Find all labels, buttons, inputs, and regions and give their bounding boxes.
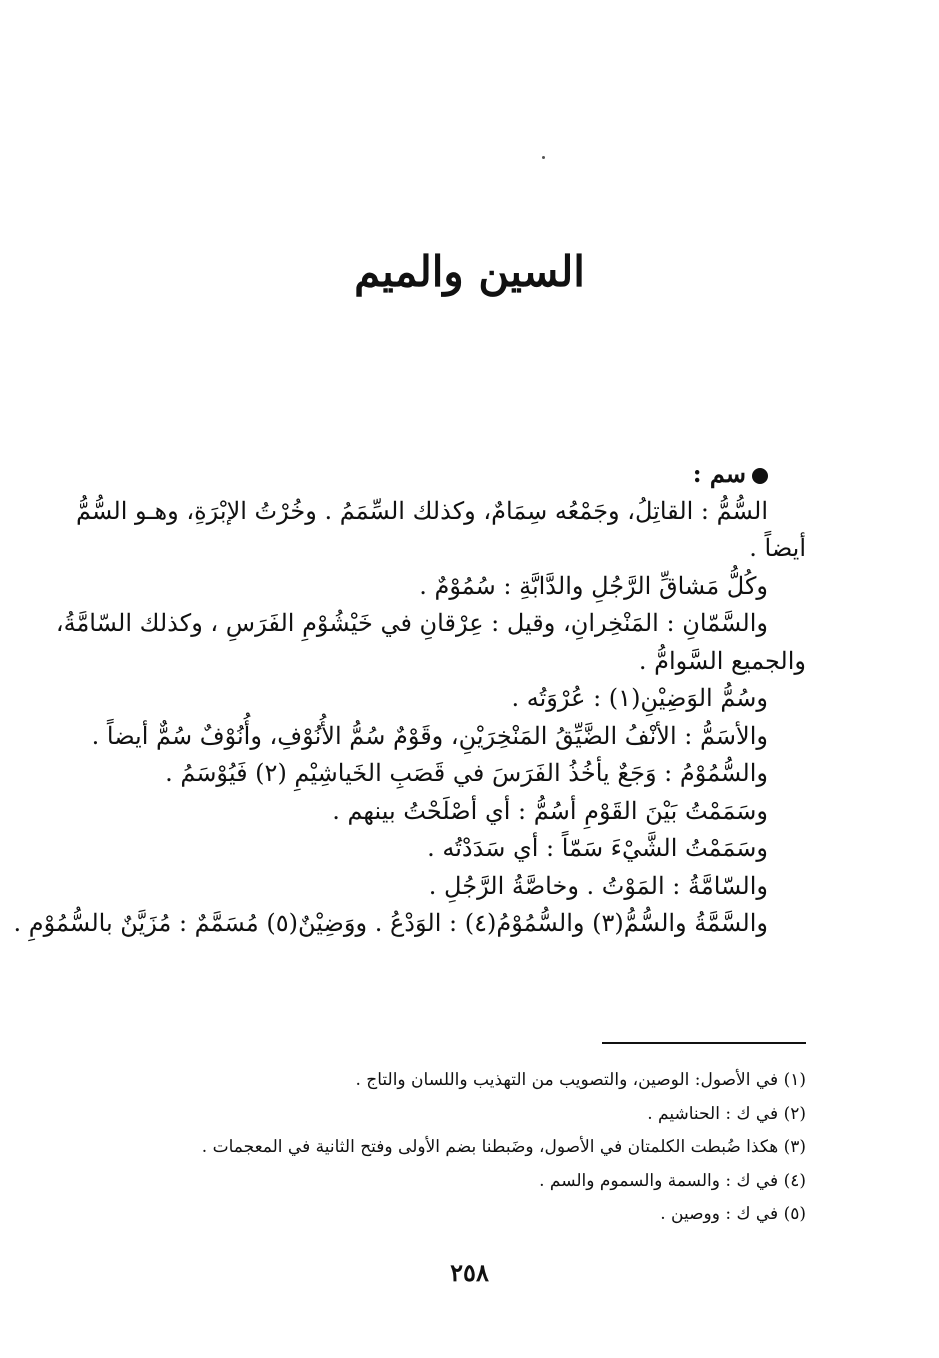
entry-line: والجميع السَّوامُّ . — [638, 646, 806, 675]
entry-line: والسّامَّةُ : المَوْتُ . وخاصَّةُ الرَّجُلِ . — [428, 871, 768, 900]
entry-line: وسَمَمْتُ بَيْنَ القَوْمِ أسُمُّ : أي أصْلَحْتُ بينهم . — [332, 796, 768, 825]
entry-heading-line — [86, 455, 806, 493]
print-speck — [542, 156, 545, 159]
bullet-icon — [752, 468, 768, 484]
entry-line: السُّمُّ : القاتِلُ، وجَمْعُه سِمَامٌ، وكذلك السِّمَمُ . وخُرْتُ الإبْرَةِ، وهـو السُّمُّ — [76, 496, 768, 525]
entry-line: أيضاً . — [749, 534, 806, 562]
footnote: (٢) في ك : الحناشيم . — [647, 1103, 806, 1124]
footnote: (٣) هكذا ضُبطت الكلمتان في الأصول، وضَبطنا بضم الأولى وفتح الثانية في المعجمات . — [201, 1137, 806, 1157]
entry-line: والأسَمُّ : الأنْفُ الضَّيِّقُ المَنْخِرَيْنِ، وقَوْمٌ سُمُّ الأُنُوْفِ، وأُنُوْفٌ سُمٌّ أيضاً . — [91, 721, 768, 750]
footnote: (٥) في ك : ووصين . — [660, 1204, 806, 1224]
footnotes — [120, 1064, 806, 1232]
entry-line: وكُلُّ مَشاقِّ الرَّجُلِ والدَّابَّةِ : سُمُوْمٌ . — [419, 571, 768, 600]
entry-line: والسُّمُوْمُ : وَجَعٌ يأخُذُ الفَرَسَ في قَصَبِ الخَياشِيْمِ (٢) فَيُوْسَمُ . — [165, 759, 768, 787]
footnote: (٤) في ك : والسمة والسموم والسم . — [539, 1170, 806, 1191]
entry-line: والسَّمَّةُ والسُّمُّ(٣) والسُّمُوْمُ(٤) : الوَدْعُ . ووَضِيْنٌ(٥) مُسَمَّمٌ : مُزَيَّنٌ بالسُّمُوْمِ . — [13, 909, 768, 937]
page-number: ٢٥٨ — [450, 1258, 489, 1287]
footnote: (١) في الأصول: الوصين، والتصويب من التهذيب واللسان والتاج . — [355, 1070, 806, 1090]
footnote-separator — [602, 1042, 806, 1044]
entry-line: وسَمَمْتُ الشَّيْءَ سَمّاً : أي سَدَدْتُه . — [427, 834, 768, 862]
chapter-title: السين والميم — [354, 247, 585, 296]
entry-line: وسُمُّ الوَضِيْنِ(١) : عُرْوَتُه . — [511, 684, 768, 712]
entry-body — [13, 455, 806, 943]
entry-line: والسَّمّانِ : المَنْخِرانِ، وقيل : عِرْقانِ في خَيْشُوْمِ الفَرَسِ ، وكذلك السّامَّةُ، — [55, 609, 768, 637]
entry-heading: سم : — [692, 459, 746, 488]
